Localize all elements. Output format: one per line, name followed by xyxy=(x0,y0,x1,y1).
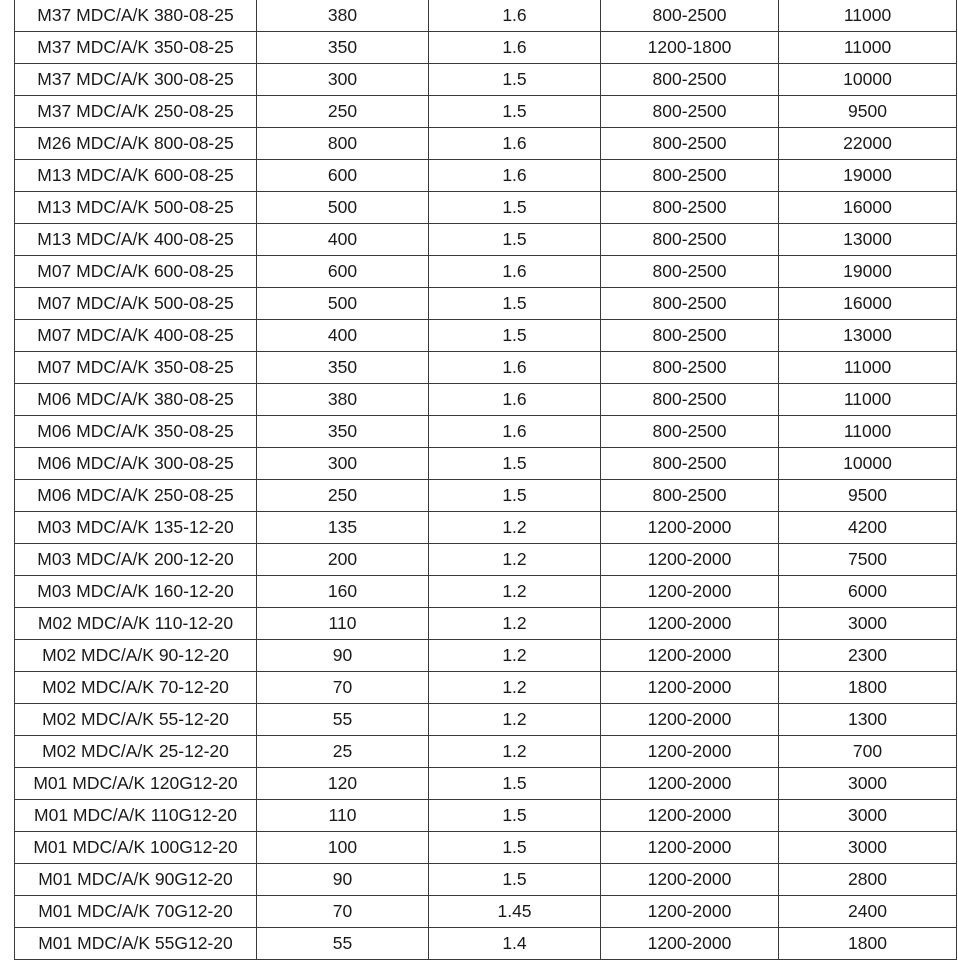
table-row xyxy=(15,352,957,384)
model-cell: M37 MDC/A/K 300-08-25 xyxy=(15,64,257,96)
col-3-cell: 1.5 xyxy=(429,64,601,96)
model-cell: M07 MDC/A/K 350-08-25 xyxy=(15,352,257,384)
table-row xyxy=(15,704,957,736)
col-2-cell: 200 xyxy=(257,544,429,576)
col-3-cell: 1.2 xyxy=(429,544,601,576)
col-4-cell: 800-2500 xyxy=(601,160,779,192)
model-cell: M37 MDC/A/K 380-08-25 xyxy=(15,0,257,32)
model-cell: M07 MDC/A/K 500-08-25 xyxy=(15,288,257,320)
model-cell: M07 MDC/A/K 400-08-25 xyxy=(15,320,257,352)
col-5-cell: 13000 xyxy=(779,320,957,352)
col-4-cell: 800-2500 xyxy=(601,320,779,352)
col-5-cell: 16000 xyxy=(779,288,957,320)
col-5-cell: 2300 xyxy=(779,640,957,672)
col-5-cell: 11000 xyxy=(779,352,957,384)
col-5-cell: 16000 xyxy=(779,192,957,224)
col-4-cell: 800-2500 xyxy=(601,192,779,224)
col-2-cell: 350 xyxy=(257,416,429,448)
col-4-cell: 1200-2000 xyxy=(601,928,779,960)
model-cell: M01 MDC/A/K 120G12-20 xyxy=(15,768,257,800)
col-3-cell: 1.5 xyxy=(429,320,601,352)
col-2-cell: 380 xyxy=(257,384,429,416)
col-4-cell: 800-2500 xyxy=(601,288,779,320)
col-5-cell: 22000 xyxy=(779,128,957,160)
table-row xyxy=(15,224,957,256)
col-3-cell: 1.2 xyxy=(429,512,601,544)
table-row xyxy=(15,0,957,32)
col-4-cell: 1200-2000 xyxy=(601,704,779,736)
model-cell: M01 MDC/A/K 90G12-20 xyxy=(15,864,257,896)
model-cell: M01 MDC/A/K 100G12-20 xyxy=(15,832,257,864)
table-row xyxy=(15,416,957,448)
model-cell: M02 MDC/A/K 70-12-20 xyxy=(15,672,257,704)
table-row xyxy=(15,480,957,512)
col-5-cell: 11000 xyxy=(779,416,957,448)
model-cell: M01 MDC/A/K 55G12-20 xyxy=(15,928,257,960)
col-4-cell: 1200-2000 xyxy=(601,864,779,896)
model-cell: M02 MDC/A/K 25-12-20 xyxy=(15,736,257,768)
col-5-cell: 11000 xyxy=(779,384,957,416)
col-3-cell: 1.6 xyxy=(429,160,601,192)
model-cell: M02 MDC/A/K 110-12-20 xyxy=(15,608,257,640)
table-row xyxy=(15,768,957,800)
col-2-cell: 70 xyxy=(257,896,429,928)
col-3-cell: 1.45 xyxy=(429,896,601,928)
col-3-cell: 1.5 xyxy=(429,448,601,480)
col-3-cell: 1.5 xyxy=(429,768,601,800)
table-row xyxy=(15,256,957,288)
col-5-cell: 3000 xyxy=(779,800,957,832)
table-row xyxy=(15,736,957,768)
col-4-cell: 1200-2000 xyxy=(601,832,779,864)
model-cell: M26 MDC/A/K 800-08-25 xyxy=(15,128,257,160)
col-4-cell: 800-2500 xyxy=(601,416,779,448)
table-row xyxy=(15,128,957,160)
col-2-cell: 380 xyxy=(257,0,429,32)
col-2-cell: 300 xyxy=(257,64,429,96)
table-row xyxy=(15,512,957,544)
table-body xyxy=(15,0,957,960)
model-cell: M06 MDC/A/K 250-08-25 xyxy=(15,480,257,512)
model-cell: M06 MDC/A/K 380-08-25 xyxy=(15,384,257,416)
col-4-cell: 1200-2000 xyxy=(601,800,779,832)
model-cell: M13 MDC/A/K 500-08-25 xyxy=(15,192,257,224)
col-2-cell: 90 xyxy=(257,640,429,672)
model-cell: M03 MDC/A/K 160-12-20 xyxy=(15,576,257,608)
model-cell: M03 MDC/A/K 135-12-20 xyxy=(15,512,257,544)
table-row xyxy=(15,608,957,640)
col-3-cell: 1.2 xyxy=(429,672,601,704)
col-2-cell: 25 xyxy=(257,736,429,768)
col-4-cell: 800-2500 xyxy=(601,0,779,32)
col-2-cell: 500 xyxy=(257,288,429,320)
model-cell: M01 MDC/A/K 110G12-20 xyxy=(15,800,257,832)
col-4-cell: 800-2500 xyxy=(601,256,779,288)
col-4-cell: 800-2500 xyxy=(601,448,779,480)
table-row xyxy=(15,672,957,704)
col-3-cell: 1.5 xyxy=(429,96,601,128)
col-5-cell: 3000 xyxy=(779,832,957,864)
model-cell: M06 MDC/A/K 300-08-25 xyxy=(15,448,257,480)
col-5-cell: 9500 xyxy=(779,480,957,512)
col-4-cell: 1200-2000 xyxy=(601,544,779,576)
col-4-cell: 1200-2000 xyxy=(601,768,779,800)
col-5-cell: 4200 xyxy=(779,512,957,544)
col-4-cell: 800-2500 xyxy=(601,352,779,384)
col-2-cell: 250 xyxy=(257,480,429,512)
col-5-cell: 2400 xyxy=(779,896,957,928)
table-row xyxy=(15,160,957,192)
col-4-cell: 800-2500 xyxy=(601,480,779,512)
col-2-cell: 800 xyxy=(257,128,429,160)
col-4-cell: 1200-2000 xyxy=(601,672,779,704)
table-row xyxy=(15,32,957,64)
col-3-cell: 1.6 xyxy=(429,0,601,32)
col-2-cell: 55 xyxy=(257,704,429,736)
table-row xyxy=(15,864,957,896)
table-row xyxy=(15,384,957,416)
table-row xyxy=(15,896,957,928)
col-5-cell: 7500 xyxy=(779,544,957,576)
col-3-cell: 1.5 xyxy=(429,192,601,224)
col-5-cell: 700 xyxy=(779,736,957,768)
col-4-cell: 800-2500 xyxy=(601,224,779,256)
col-5-cell: 13000 xyxy=(779,224,957,256)
col-5-cell: 6000 xyxy=(779,576,957,608)
model-cell: M02 MDC/A/K 90-12-20 xyxy=(15,640,257,672)
model-cell: M01 MDC/A/K 70G12-20 xyxy=(15,896,257,928)
col-3-cell: 1.6 xyxy=(429,128,601,160)
table-row xyxy=(15,832,957,864)
col-3-cell: 1.5 xyxy=(429,288,601,320)
col-3-cell: 1.4 xyxy=(429,928,601,960)
col-2-cell: 300 xyxy=(257,448,429,480)
table-row xyxy=(15,288,957,320)
col-5-cell: 2800 xyxy=(779,864,957,896)
table-row xyxy=(15,192,957,224)
col-3-cell: 1.5 xyxy=(429,480,601,512)
model-cell: M37 MDC/A/K 250-08-25 xyxy=(15,96,257,128)
col-3-cell: 1.2 xyxy=(429,608,601,640)
col-3-cell: 1.5 xyxy=(429,800,601,832)
col-2-cell: 110 xyxy=(257,608,429,640)
model-cell: M37 MDC/A/K 350-08-25 xyxy=(15,32,257,64)
col-5-cell: 19000 xyxy=(779,160,957,192)
col-2-cell: 160 xyxy=(257,576,429,608)
col-3-cell: 1.2 xyxy=(429,640,601,672)
col-4-cell: 1200-2000 xyxy=(601,576,779,608)
col-3-cell: 1.2 xyxy=(429,576,601,608)
col-2-cell: 350 xyxy=(257,32,429,64)
col-3-cell: 1.6 xyxy=(429,416,601,448)
model-cell: M13 MDC/A/K 400-08-25 xyxy=(15,224,257,256)
col-5-cell: 10000 xyxy=(779,64,957,96)
col-3-cell: 1.6 xyxy=(429,32,601,64)
spec-table xyxy=(14,0,957,960)
col-3-cell: 1.5 xyxy=(429,864,601,896)
table-row xyxy=(15,544,957,576)
col-3-cell: 1.2 xyxy=(429,736,601,768)
col-2-cell: 135 xyxy=(257,512,429,544)
table-row xyxy=(15,928,957,960)
col-2-cell: 120 xyxy=(257,768,429,800)
col-2-cell: 110 xyxy=(257,800,429,832)
col-5-cell: 19000 xyxy=(779,256,957,288)
col-4-cell: 800-2500 xyxy=(601,384,779,416)
col-3-cell: 1.2 xyxy=(429,704,601,736)
col-5-cell: 3000 xyxy=(779,768,957,800)
col-4-cell: 800-2500 xyxy=(601,64,779,96)
col-4-cell: 1200-2000 xyxy=(601,640,779,672)
col-2-cell: 55 xyxy=(257,928,429,960)
model-cell: M03 MDC/A/K 200-12-20 xyxy=(15,544,257,576)
col-3-cell: 1.6 xyxy=(429,384,601,416)
table-row xyxy=(15,96,957,128)
col-4-cell: 1200-2000 xyxy=(601,896,779,928)
col-5-cell: 11000 xyxy=(779,0,957,32)
table-row xyxy=(15,448,957,480)
col-2-cell: 600 xyxy=(257,256,429,288)
col-5-cell: 1800 xyxy=(779,928,957,960)
col-2-cell: 250 xyxy=(257,96,429,128)
col-3-cell: 1.5 xyxy=(429,224,601,256)
table-row xyxy=(15,576,957,608)
col-4-cell: 1200-2000 xyxy=(601,512,779,544)
col-2-cell: 70 xyxy=(257,672,429,704)
col-3-cell: 1.5 xyxy=(429,832,601,864)
col-4-cell: 1200-2000 xyxy=(601,736,779,768)
model-cell: M06 MDC/A/K 350-08-25 xyxy=(15,416,257,448)
col-5-cell: 11000 xyxy=(779,32,957,64)
col-3-cell: 1.6 xyxy=(429,256,601,288)
col-5-cell: 3000 xyxy=(779,608,957,640)
model-cell: M02 MDC/A/K 55-12-20 xyxy=(15,704,257,736)
col-4-cell: 800-2500 xyxy=(601,128,779,160)
col-2-cell: 100 xyxy=(257,832,429,864)
table-row xyxy=(15,64,957,96)
table-row xyxy=(15,800,957,832)
col-2-cell: 500 xyxy=(257,192,429,224)
col-4-cell: 1200-2000 xyxy=(601,608,779,640)
col-5-cell: 1800 xyxy=(779,672,957,704)
col-2-cell: 600 xyxy=(257,160,429,192)
col-4-cell: 1200-1800 xyxy=(601,32,779,64)
col-5-cell: 9500 xyxy=(779,96,957,128)
col-2-cell: 400 xyxy=(257,320,429,352)
table-row xyxy=(15,320,957,352)
model-cell: M07 MDC/A/K 600-08-25 xyxy=(15,256,257,288)
col-2-cell: 400 xyxy=(257,224,429,256)
col-2-cell: 90 xyxy=(257,864,429,896)
model-cell: M13 MDC/A/K 600-08-25 xyxy=(15,160,257,192)
col-5-cell: 1300 xyxy=(779,704,957,736)
table-row xyxy=(15,640,957,672)
col-5-cell: 10000 xyxy=(779,448,957,480)
col-2-cell: 350 xyxy=(257,352,429,384)
col-4-cell: 800-2500 xyxy=(601,96,779,128)
col-3-cell: 1.6 xyxy=(429,352,601,384)
